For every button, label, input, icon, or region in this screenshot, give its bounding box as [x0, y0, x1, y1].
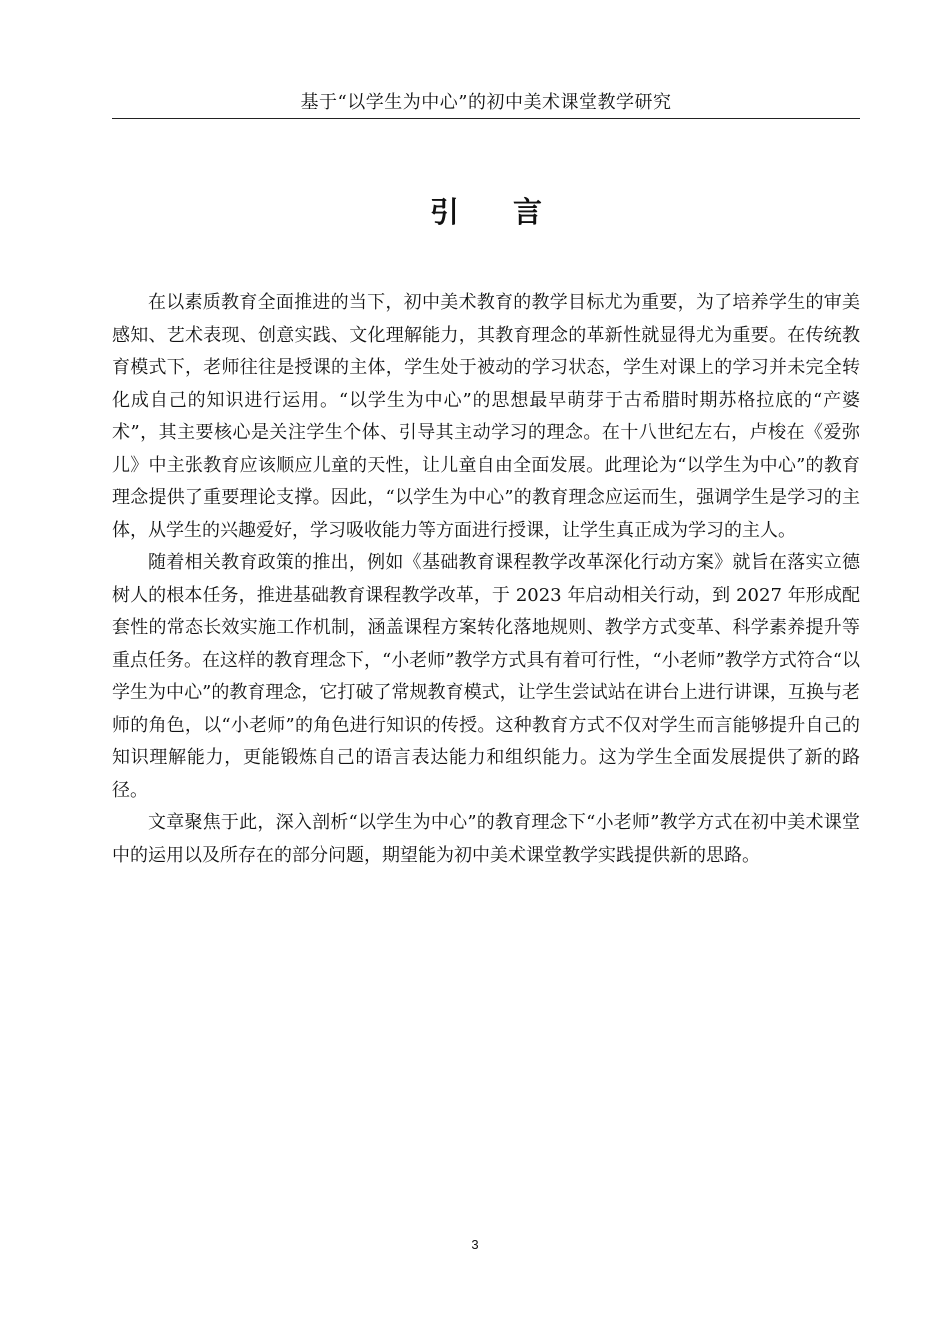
paragraph-3: 文章聚焦于此，深入剖析“以学生为中心”的教育理念下“小老师”教学方式在初中美术课堂中的运用以及所存在的部分问题，期望能为初中美术课堂教学实践提供新的思路。 [112, 812, 860, 866]
header-divider [112, 118, 860, 119]
body-text [112, 287, 860, 872]
page-number: 3 [471, 1237, 479, 1252]
paragraph-1: 在以素质教育全面推进的当下，初中美术教育的教学目标尤为重要，为了培养学生的审美感知、艺术表现、创意实践、文化理解能力，其教育理念的革新性就显得尤为重要。在传统教育模式下，老师往往是授课的主体，学生处于被动的学习状态，学生对课上的学习并未完全转化成自己的知识进行运用。“以学生为中心”的思想最早萌芽于古希腊时期苏格拉底的“产婆术”，其主要核心是关注学生个体、引导其主动学习的理念。在十八世纪左右，卢梭在《爱弥儿》中主张教育应该顺应儿童的天性，让儿童自由全面发展。此理论为“以学生为中心”的教育理念提供了重要理论支撑。因此，“以学生为中心”的教育理念应运而生，强调学生是学习的主体，从学生的兴趣爱好，学习吸收能力等方面进行授课，让学生真正成为学习的主人。 [112, 292, 860, 541]
section-title: 引 言 [429, 195, 565, 229]
running-header-title: 基于“以学生为中心”的初中美术课堂教学研究 [300, 92, 672, 113]
paragraph-2: 随着相关教育政策的推出，例如《基础教育课程教学改革深化行动方案》就旨在落实立德树人的根本任务，推进基础教育课程教学改革，于 2023 年启动相关行动，到 2027 年形成配套性的常态长效实施工作机制，涵盖课程方案转化落地规则、教学方式变革、科学素养提升等重点任务。在这样的教育理念下，“小老师”教学方式具有着可行性，“小老师”教学方式符合“以学生为中心”的教育理念，它打破了常规教育模式，让学生尝试站在讲台上进行讲课，互换与老师的角色，以“小老师”的角色进行知识的传授。这种教育方式不仅对学生而言能够提升自己的知识理解能力，更能锻炼自己的语言表达能力和组织能力。这为学生全面发展提供了新的路径。 [112, 552, 861, 801]
